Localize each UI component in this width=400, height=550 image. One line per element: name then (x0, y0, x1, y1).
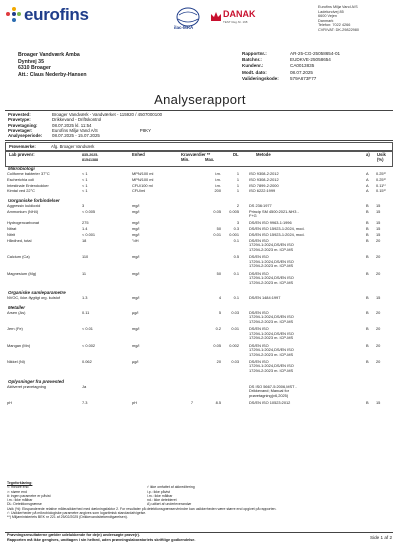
param-unit: mg/l (132, 231, 140, 237)
info-row (8, 133, 308, 138)
company-line: Eurofins Miljø Vand A/S (318, 5, 358, 9)
legend-item: #: ingen parametre er påvist (7, 493, 51, 498)
param-method: 17294-1:2024,DS/EN ISO (249, 275, 294, 281)
param-method: 17294-2:2023 m. ICP-MS (249, 263, 294, 269)
section-title: Mikrobiologi (8, 166, 35, 171)
param-unit: µg/l (132, 309, 139, 315)
param-dl: 1 (236, 182, 239, 188)
company-line: Ladelundvej 85 (318, 9, 344, 14)
company-address (318, 5, 398, 32)
ilac-logo (170, 6, 206, 32)
param-accreditation: B (366, 326, 369, 332)
param-value: Ja (82, 383, 87, 389)
param-method: ISO 9308-2:2012 (249, 171, 279, 176)
recipient-line: 6310 Broager (18, 65, 51, 72)
company-line: CVR/VAT: DK-29822980 (318, 27, 360, 32)
param-method: ISO 7899-2:2000 (249, 182, 279, 188)
param-unit: mg/l (132, 220, 140, 226)
param-accreditation: B (366, 237, 369, 243)
param-value: 1.3 (82, 295, 88, 301)
param-name: Escherichia coli (7, 176, 35, 182)
param-max: 200 (214, 188, 221, 194)
header-max: Max. (205, 157, 215, 162)
footer-disclaimer (7, 533, 337, 543)
param-dl: 1 (236, 171, 239, 176)
header-min: Min. (181, 157, 190, 162)
param-max: i.m. (214, 171, 221, 176)
table-header (7, 153, 391, 165)
param-accreditation: A (366, 176, 369, 182)
param-unit: MPN/100 ml (132, 176, 154, 182)
legend-note: **) Miljøministeriets BEK nr 221 af 25/02/2025 (Drikkevandsbekendtgørelsen). (7, 515, 128, 520)
info-key: Prøvetager: (8, 127, 33, 133)
param-uncertainty: 0.11¹⁾ (376, 182, 386, 188)
info-key: Prøvetagning: (8, 122, 38, 128)
danak-text: DANAK (223, 9, 256, 19)
legend-item: i.m.: ikke målbar (7, 498, 33, 503)
param-uncertainty: 15 (376, 202, 381, 208)
recipient-line: Broager Vandværk Amba (18, 52, 80, 58)
param-max: 0.05 (213, 208, 221, 214)
legend-item: i.m.: ikke målbar (147, 493, 173, 498)
param-dl: 1 (236, 176, 239, 182)
meta-key: Kundenr.: (242, 63, 264, 69)
param-value: < 0.005 (82, 208, 96, 214)
meta-key: Valideringskode: (242, 75, 279, 81)
param-unit: CFU/100 ml (132, 182, 153, 188)
company-line: 6600 Vejen (318, 14, 338, 18)
param-name: Intestinale Enterokokker (7, 182, 49, 188)
param-name: Nikkel (Ni) (7, 358, 25, 364)
param-max: 0.01 (213, 231, 221, 237)
recipient-line: Att.: Claus Nederby-Hansen (18, 71, 87, 78)
info-value: 08.07.2025 kl. 11:54 (52, 122, 92, 128)
param-accreditation: B (366, 400, 369, 406)
param-max: 5 (218, 309, 221, 315)
param-uncertainty: 15 (376, 295, 381, 301)
param-dl: 1 (236, 188, 239, 194)
legend-item: nd.: ikke detekteret (147, 498, 177, 503)
header-uncertainty: Usik (377, 152, 386, 157)
param-name: Mangan (Mn) (7, 342, 31, 348)
param-uncertainty: 15 (376, 220, 381, 226)
param-dl: 0.005 (229, 208, 239, 214)
legend-item: i.p.: ikke påvist (147, 489, 170, 494)
param-uncertainty: 15 (376, 226, 381, 232)
eurofins-logo (6, 5, 89, 27)
param-name: Kimtal ved 22°C (7, 188, 35, 194)
danak-crown-icon (210, 10, 222, 24)
param-uncertainty: 20 (376, 254, 381, 260)
param-name: Calcium (Ca) (7, 254, 30, 260)
info-value: Eurofins Miljø Vand A/S (52, 127, 98, 133)
footer-line: Rapporten må ikke gengives, undtagen i sin helhed, uden prøvningslaboratoriets skriftlige godkendelse. (7, 537, 196, 542)
prover-code: P8KY (139, 127, 152, 133)
recipient-line: Dyntvej 35 (18, 58, 44, 65)
param-method: F+G (249, 213, 257, 219)
param-method: DS/EN ISO (249, 342, 269, 348)
param-name: Hårdhed, total (7, 237, 32, 243)
results-table (0, 165, 400, 465)
meta-value: EUDKVE-25058654 (290, 57, 331, 63)
legend-item: <: mindre end (7, 485, 29, 490)
legend-item: ¹⁾ ikke omfattet af akkreditering (147, 485, 195, 490)
param-method: ISO 6222:1999 (249, 188, 276, 194)
param-dl: 0.5 (233, 254, 239, 260)
param-method: DS/EN 1484:1997 (249, 295, 281, 301)
legend-item: >: større end (7, 489, 27, 494)
meta-row (242, 76, 392, 82)
param-dl: 0.1 (233, 237, 239, 243)
param-method: DS/EN ISO 10523:2012 (249, 400, 291, 406)
param-unit: mg/l (132, 208, 140, 214)
param-dl: 0.001 (229, 231, 239, 237)
param-max: 4 (218, 295, 221, 301)
info-value: 08.07.2025 - 15.07.2025 (52, 133, 100, 139)
info-key: Analyseperiode: (8, 133, 43, 139)
info-key: Prøvetype: (8, 117, 31, 123)
meta-key: Rapportnr.: (242, 51, 267, 56)
header-sample-no: 835-2025- (82, 153, 99, 157)
param-method: DS/EN ISO (249, 358, 269, 364)
report-meta (242, 51, 392, 82)
header-unit: Enhed (132, 152, 145, 157)
param-uncertainty: 20 (376, 342, 381, 348)
section-title: Organiske samleparametre (8, 290, 66, 296)
company-line: Danmark (318, 18, 334, 23)
param-unit: mg/l (132, 295, 140, 301)
header-sample-no: 81541388 (82, 157, 98, 162)
param-method: 17294-1:2024,DS/EN ISO (249, 363, 294, 369)
param-value: 11 (82, 270, 87, 276)
param-method: DS/EN ISO (249, 270, 269, 276)
divider (5, 110, 393, 111)
param-name: Ammonium (NH4) (7, 208, 39, 214)
header-lab: Lab prøvenr: (9, 152, 35, 157)
param-uncertainty: 15 (376, 208, 381, 214)
sample-info (8, 112, 308, 138)
param-uncertainty: 15 (376, 231, 381, 237)
legend-item: A) udført af underleverandør (147, 502, 192, 507)
param-method: 17294-2:2023 m. ICP-MS (249, 335, 294, 341)
param-max: i.m. (214, 182, 221, 188)
param-value: < 0.01 (82, 326, 93, 332)
param-accreditation: A (366, 182, 369, 188)
param-method: DS/EN ISO 9963-1:1996 (249, 220, 292, 226)
param-max: 50 (216, 270, 221, 276)
footer-line: Prøvningsresultaterne gælder udelukkende for de(n) undersøgte prøve(r). (7, 533, 140, 537)
param-method: ISO 9308-2:2012 (249, 176, 279, 182)
param-accreditation: A (366, 171, 369, 176)
section-title: Metaller (8, 304, 26, 310)
param-accreditation: B (366, 254, 369, 260)
param-value: < 1 (82, 176, 88, 182)
header-acc: a) (366, 152, 370, 157)
company-line: Telefon: 7022 4266 (318, 23, 351, 27)
param-method: 17294-1:2024,DS/EN ISO (249, 330, 294, 336)
param-dl: 0.1 (233, 295, 239, 301)
param-method: DS 236:1977 (249, 202, 272, 208)
meta-value: 579A673F77 (290, 75, 317, 81)
param-method: 17294-2:2023 m. ICP-MS (249, 368, 294, 374)
section-title: Uorganiske forbindelser (8, 197, 60, 203)
param-method: Drikkevand; Manual for (249, 388, 290, 394)
recipient-address (18, 52, 87, 78)
param-name: NVOC, ikke-flygtigt org. kulstof (7, 295, 60, 301)
param-method: DS/EN ISO (249, 309, 269, 315)
meta-value: 08.07.2025 (290, 69, 313, 75)
param-method: DS/EN ISO 15923-1:2024, mod. (249, 226, 305, 232)
header-method: Metode (256, 152, 271, 157)
danak-sub: TEST Reg.Nr. 168 (223, 20, 248, 24)
legend-note: Usik (%): Ekspanderede relative måleusikkerhed med dækningsfaktor 2. For resultater på detektionsgrænsen/mindre kan usikkerheden være større end opgivet på rapporten. (7, 506, 277, 511)
param-unit: °dH (132, 237, 139, 243)
danak-logo (210, 8, 260, 32)
param-max: 0.2 (215, 326, 221, 332)
param-unit: pH (132, 400, 137, 406)
info-value: Broager Vandværk - Vandværket - 115920 / 4507000100 (52, 112, 163, 117)
param-method: 17294-1:2024,DS/EN ISO (249, 314, 294, 320)
param-unit: mg/l (132, 254, 140, 260)
param-dl: 0.002 (229, 342, 239, 348)
info-key: Prøvested: (8, 112, 31, 117)
legend-note: ¹⁾: Usikkerheder på mikrobiologiske parametre angives som logaritmisk standardafvigelse. (7, 511, 147, 516)
logo-text: eurofins (24, 5, 89, 24)
param-uncertainty: 20 (376, 358, 381, 364)
header-limits: Kravværdier ** (181, 152, 211, 157)
sample-label-key: Prøvemærke: (9, 143, 36, 149)
param-name: Nitrit (7, 231, 15, 237)
param-name: Arsen (As) (7, 309, 26, 315)
param-accreditation: B (366, 208, 369, 214)
divider (5, 140, 393, 141)
param-method: DS/EN ISO (249, 237, 269, 243)
param-name: Hydrogencarbonat (7, 220, 40, 226)
param-accreditation: B (366, 295, 369, 301)
param-uncertainty: 20 (376, 309, 381, 315)
legend-item: DL: Detektionsgrænse (7, 502, 42, 507)
param-accreditation: B (366, 270, 369, 276)
param-unit: µg/l (132, 358, 139, 364)
param-method: 17294-2:2023 m. ICP-MS (249, 246, 294, 252)
sample-label-value: Afg. Broager Vandværk (50, 143, 95, 149)
param-dl: 2 (236, 202, 239, 208)
param-value: 0.11 (82, 309, 90, 315)
param-max: i.m. (214, 176, 221, 182)
param-name: pH (7, 400, 12, 406)
param-method: 17294-2:2023 m. ICP-MS (249, 318, 294, 324)
param-accreditation: B (366, 309, 369, 315)
param-uncertainty: 20 (376, 237, 381, 243)
param-method: 17294-1:2024,DS/EN ISO (249, 347, 294, 353)
info-value: Drikkevand - Driftskontrol (52, 117, 102, 123)
param-value: < 1 (82, 171, 88, 176)
param-method: DS/EN ISO 15923-1:2024, mod. (249, 231, 305, 237)
ilac-text: ilac-MRA (174, 25, 194, 30)
param-unit: mg/l (132, 342, 140, 348)
param-accreditation: B (366, 358, 369, 364)
meta-key: Modt. dato: (242, 69, 267, 75)
param-method: Princip SM 4500:2021-NH3 - (249, 208, 299, 214)
param-value: < 1 (82, 188, 88, 194)
param-uncertainty: 0.15¹⁾ (376, 188, 386, 194)
header-uncertainty-unit: (%) (377, 157, 384, 162)
param-unit: mg/l (132, 202, 140, 208)
legend (7, 481, 393, 520)
param-value: < 0.002 (82, 342, 96, 348)
param-value: 3 (82, 202, 85, 208)
param-uncertainty: 0.25¹⁾ (376, 176, 386, 182)
param-unit: MPN/100 ml (132, 171, 154, 176)
param-value: 275 (82, 220, 89, 226)
param-value: 1.4 (82, 226, 88, 232)
param-name: Aggressiv kuldioxid (7, 202, 41, 208)
param-name: Nitrat (7, 226, 17, 232)
sample-label (9, 144, 94, 149)
param-dl: 0.03 (231, 309, 239, 315)
meta-value: CA0013835 (290, 63, 315, 69)
param-accreditation: A (366, 188, 369, 194)
param-method: prøvetagning(v6,2025) (249, 392, 289, 398)
param-uncertainty: 0.25¹⁾ (376, 171, 386, 176)
param-value: 18 (82, 237, 87, 243)
param-method: 17294-2:2023 m. ICP-MS (249, 351, 294, 357)
param-uncertainty: 15 (376, 400, 381, 406)
meta-value: AR-25-CG-25058654-01 (290, 51, 341, 56)
param-accreditation: B (366, 342, 369, 348)
param-max: 50 (216, 226, 221, 232)
param-method: DS/EN ISO (249, 254, 269, 260)
param-method: 17294-2:2023 m. ICP-MS (249, 279, 294, 285)
param-accreditation: B (366, 220, 369, 226)
param-accreditation: B (366, 202, 369, 208)
param-uncertainty: 20 (376, 326, 381, 332)
param-value: 110 (82, 254, 89, 260)
param-method: 17294-1:2024,DS/EN ISO (249, 258, 294, 264)
param-min: 7 (190, 400, 193, 406)
param-max: 8.5 (215, 400, 221, 406)
param-dl: 3 (236, 220, 239, 226)
param-name: Aktiveret prøvetagning (7, 383, 46, 389)
param-value: 7.3 (82, 400, 88, 406)
logo-dots-icon (6, 7, 22, 23)
header-dl: DL (233, 152, 239, 157)
meta-key: Batchnr.: (242, 57, 262, 63)
page-title: Analyserapport (154, 92, 246, 107)
param-dl: 0.01 (231, 326, 239, 332)
param-method: DS ISO 5667-5:2006,MST - (249, 383, 297, 389)
param-value: 0.062 (82, 358, 92, 364)
param-max: 0.05 (213, 342, 221, 348)
param-value: < 0.001 (82, 231, 96, 237)
section-title: Oplysninger fra prøvested (8, 378, 65, 384)
param-name: Jern (Fe) (7, 326, 23, 332)
param-accreditation: B (366, 231, 369, 237)
param-dl: 0.1 (233, 270, 239, 276)
param-dl: 0.03 (231, 358, 239, 364)
param-unit: mg/l (132, 326, 140, 332)
param-method: DS/EN ISO (249, 326, 269, 332)
param-name: Magnesium (Mg) (7, 270, 37, 276)
param-unit: mg/l (132, 226, 140, 232)
param-method: 17294-1:2024,DS/EN ISO (249, 242, 294, 248)
param-accreditation: B (366, 226, 369, 232)
param-max: 20 (216, 358, 221, 364)
param-uncertainty: 20 (376, 270, 381, 276)
legend-title: Tegnforklaring: (7, 481, 33, 485)
param-dl: 0.3 (233, 226, 239, 232)
param-unit: mg/l (132, 270, 140, 276)
page-number: Side 1 af 2 (370, 535, 392, 540)
param-value: < 1 (82, 182, 88, 188)
param-name: Coliforme bakterier 37°C (7, 171, 50, 176)
param-unit: CFU/ml (132, 188, 146, 194)
